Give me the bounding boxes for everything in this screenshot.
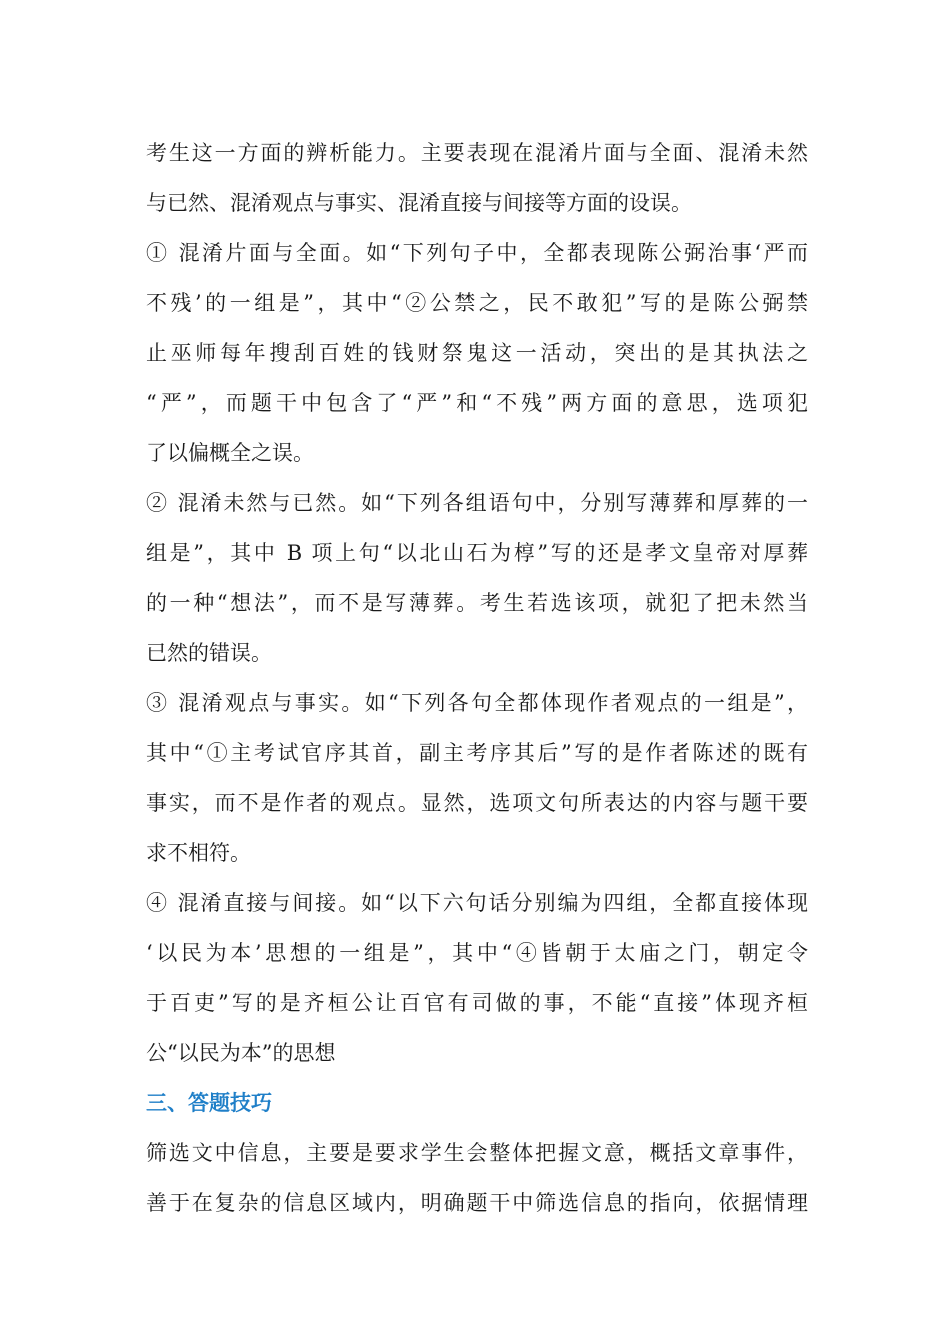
document-body — [146, 128, 808, 1228]
text-line: 不残’的一组是”，其中“②公禁之，民不敢犯”写的是陈公弼禁 — [146, 291, 808, 315]
item-unrealized-vs-realized — [146, 478, 808, 678]
text-line: ① 混淆片面与全面。如“下列句子中，全都表现陈公弼治事‘严而 — [146, 241, 808, 265]
text-line: 善于在复杂的信息区域内，明确题干中筛选信息的指向，依据情理 — [146, 1191, 808, 1215]
text-line: 组是”，其中 B 项上句“以北山石为椁”写的还是孝文皇帝对厚葬 — [146, 541, 808, 565]
text-line: 其中“①主考试官序其首，副主考序其后”写的是作者陈述的既有 — [146, 741, 808, 765]
text-line: 于百吏”写的是齐桓公让百官有司做的事，不能“直接”体现齐桓 — [146, 991, 808, 1015]
text-line: 公“以民为本”的思想 — [146, 1041, 336, 1065]
text-line: 筛选文中信息，主要是要求学生会整体把握文意，概括文章事件， — [146, 1141, 808, 1165]
text-line: ② 混淆未然与已然。如“下列各组语句中，分别写薄葬和厚葬的一 — [146, 491, 808, 515]
section-heading: 三、答题技巧 — [146, 1091, 272, 1115]
paragraph-techniques — [146, 1128, 808, 1228]
text-line: 的一种“想法”，而不是写薄葬。考生若选该项，就犯了把未然当 — [146, 591, 808, 615]
text-line: ③ 混淆观点与事实。如“下列各句全都体现作者观点的一组是”， — [146, 691, 808, 715]
item-direct-vs-indirect — [146, 878, 808, 1078]
text-line: 了以偏概全之误。 — [146, 441, 314, 465]
text-line: “严”，而题干中包含了“严”和“不残”两方面的意思，选项犯 — [146, 391, 808, 415]
paragraph-intro — [146, 128, 808, 228]
item-opinion-vs-fact — [146, 678, 808, 878]
text-line: 求不相符。 — [146, 841, 251, 865]
text-line: 考生这一方面的辨析能力。主要表现在混淆片面与全面、混淆未然 — [146, 141, 808, 165]
text-line: 已然的错误。 — [146, 641, 272, 665]
text-line: 事实，而不是作者的观点。显然，选项文句所表达的内容与题干要 — [146, 791, 808, 815]
text-line: ④ 混淆直接与间接。如“以下六句话分别编为四组，全都直接体现 — [146, 891, 808, 915]
item-partial-vs-whole — [146, 228, 808, 478]
text-line: ‘以民为本’思想的一组是”，其中“④皆朝于太庙之门，朝定令 — [146, 941, 808, 965]
text-line: 与已然、混淆观点与事实、混淆直接与间接等方面的设误。 — [146, 191, 692, 215]
text-line: 止巫师每年搜刮百姓的钱财祭鬼这一活动，突出的是其执法之 — [146, 341, 808, 365]
